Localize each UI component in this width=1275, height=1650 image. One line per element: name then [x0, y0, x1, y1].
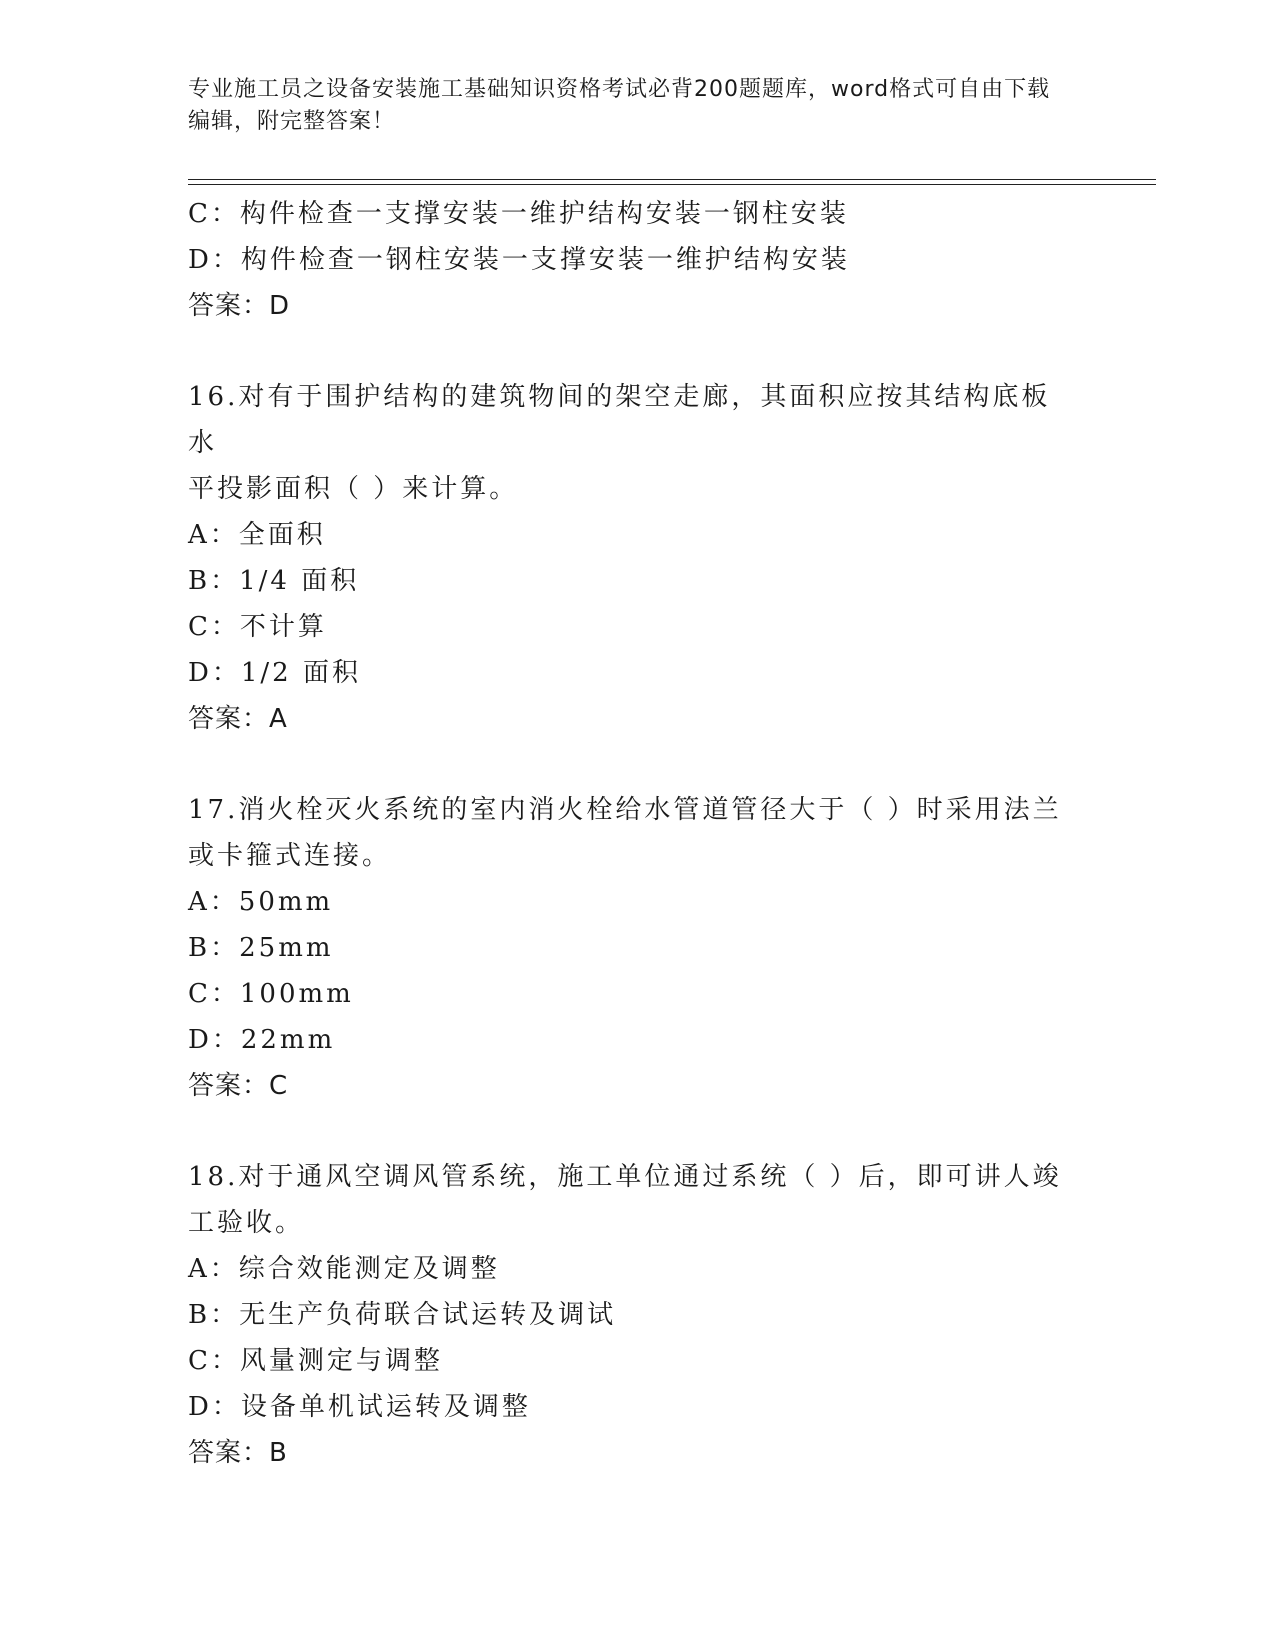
option-b: B：1/4 面积: [188, 566, 360, 596]
question-stem-line-2: 平投影面积（ ）来计算。: [188, 474, 519, 504]
answer-line: 答案：D: [188, 291, 291, 321]
question-stem: [188, 787, 1068, 879]
question-stem-line-1: 17.消火栓灭火系统的室内消火栓给水管道管径大于（ ）时采用法兰: [188, 795, 1062, 825]
option-b: B：无生产负荷联合试运转及调试: [188, 1300, 617, 1330]
question-stem: [188, 1154, 1068, 1246]
question-stem-line-2: 或卡箍式连接。: [188, 841, 392, 871]
question-18: [188, 1154, 1068, 1476]
option-a: A：全面积: [188, 520, 326, 550]
option-b: B：25mm: [188, 933, 334, 963]
question-stem-line-2: 工验收。: [188, 1208, 305, 1238]
question-17: [188, 787, 1068, 1109]
option-d: D：1/2 面积: [188, 658, 361, 688]
question-16: [188, 374, 1068, 742]
option-d: D：22mm: [188, 1025, 336, 1055]
option-d: D：构件检查一钢柱安装一支撑安装一维护结构安装: [188, 245, 850, 275]
option-a: A：50mm: [188, 887, 334, 917]
question-stem-line-1: 18.对于通风空调风管系统，施工单位通过系统（ ）后，即可讲人竣: [188, 1162, 1062, 1192]
option-a: A：综合效能测定及调整: [188, 1254, 500, 1284]
option-c: C：风量测定与调整: [188, 1346, 443, 1376]
option-c: C：100mm: [188, 979, 354, 1009]
answer-line: 答案：A: [188, 704, 288, 734]
header-divider-top: [188, 179, 1156, 180]
question-stem-line-1: 16.对有于围护结构的建筑物间的架空走廊，其面积应按其结构底板水: [188, 382, 1051, 458]
question-15-continued: [188, 191, 1068, 329]
option-c: C：不计算: [188, 612, 327, 642]
header-divider-bottom: [188, 184, 1156, 185]
document-title: 专业施工员之设备安装施工基础知识资格考试必背200题题库，word格式可自由下载编辑，附完整答案！: [188, 77, 1051, 134]
option-c: C：构件检查一支撑安装一维护结构安装一钢柱安装: [188, 199, 849, 229]
question-stem: [188, 374, 1068, 512]
answer-line: 答案：C: [188, 1071, 289, 1101]
document-body: [188, 191, 1068, 1476]
document-header: [188, 74, 1068, 138]
answer-line: 答案：B: [188, 1438, 288, 1468]
option-d: D：设备单机试运转及调整: [188, 1392, 531, 1422]
